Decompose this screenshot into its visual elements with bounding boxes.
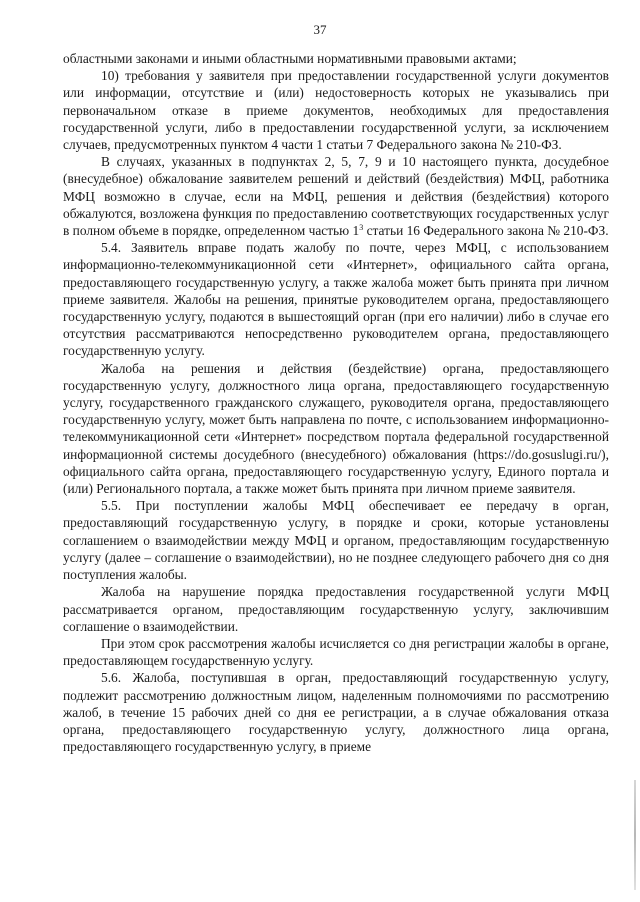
paragraph-item-10: 10) требования у заявителя при предоставлении государственной услуги документов или информации, отсутствие и (или) недостоверность которых не указывались при первоначальном отказе в приеме документов, необходимых для предоставления государственной услуги, либо в предоставлении государственной услуги, за исключением случаев, предусмотренных пунктом 4 части 1 статьи 7 Федерального закона № 210-ФЗ. — [63, 68, 609, 153]
paragraph-5-4: 5.4. Заявитель вправе подать жалобу по почте, через МФЦ, с использованием информационно-телекоммуникационной сети «Интернет», официального сайта органа, предоставляющего государственную услугу, а также жалоба может быть принята при личном приеме заявителя. Жалобы на решения, принятые руководителем органа, предоставляющего государственную услугу, подаются в вышестоящий орган (при его наличии) либо в случае его отсутствия рассматриваются непосредственно руководителем органа, предоставляющего государственную услугу. — [63, 240, 609, 359]
document-body — [63, 50, 609, 755]
paragraph-mfc-complaint: Жалоба на нарушение порядка предоставления государственной услуги МФЦ рассматривается органом, предоставляющим государственную услугу, заключившим соглашение о взаимодействии. — [63, 584, 609, 634]
paragraph-review-period: При этом срок рассмотрения жалобы исчисляется со дня регистрации жалобы в органе, предоставляющем государственную услугу. — [63, 635, 609, 669]
scan-edge-mark — [634, 780, 636, 890]
paragraph-text: статьи 16 Федерального закона № 210-ФЗ. — [363, 223, 609, 239]
paragraph-complaint-submission: Жалоба на решения и действия (бездействие) органа, предоставляющего государственную услугу, должностного лица органа, предоставляющего государственную услугу, государственного гражданского служащего, руководителя органа, предоставляющего государственную услугу, может быть направлена по почте, с использованием информационно-телекоммуникационной сети «Интернет» посредством портала федеральной государственной информационной системы досудебного (внесудебного) обжалования (https://do.gosuslugi.ru/), официального сайта органа, предоставляющего государственную услугу, Единого портала и (или) Регионального портала, а также может быть принята при личном приеме заявителя. — [63, 360, 609, 497]
paragraph-text: В случаях, указанных в подпунктах 2, 5, 7, 9 и 10 настоящего пункта, досудебное (внесудебное) обжалование заявителем решений и действий (бездействия) МФЦ, работника МФЦ возможно в случае, если на МФЦ, решения и действия (бездействия) которого обжалуются, возложена функция по предоставлению соответствующих государственных услуг в полном объеме в порядке, определенном частью 1 — [63, 154, 609, 239]
paragraph-5-6: 5.6. Жалоба, поступившая в орган, предоставляющий государственную услугу, подлежит рассмотрению должностным лицом, наделенным полномочиями по рассмотрению жалоб, в течение 15 рабочих дней со дня ее регистрации, а в случае обжалования отказа органа, предоставляющего государственную услугу, должностного лица органа, предоставляющего государственную услугу, в приеме — [63, 670, 609, 755]
paragraph-continuation: областными законами и иными областными нормативными правовыми актами; — [63, 51, 517, 66]
page-number: 37 — [313, 22, 327, 37]
paragraph-cases-mfc — [63, 153, 609, 239]
superscript-mark: 3 — [359, 223, 364, 233]
paragraph-5-5: 5.5. При поступлении жалобы МФЦ обеспечивает ее передачу в орган, предоставляющий государственную услугу, в порядке и сроки, которые установлены соглашением о взаимодействии между МФЦ и органом, предоставляющим государственную услугу (далее – соглашение о взаимодействии), но не позднее следующего рабочего дня со дня поступления жалобы. — [63, 498, 609, 583]
